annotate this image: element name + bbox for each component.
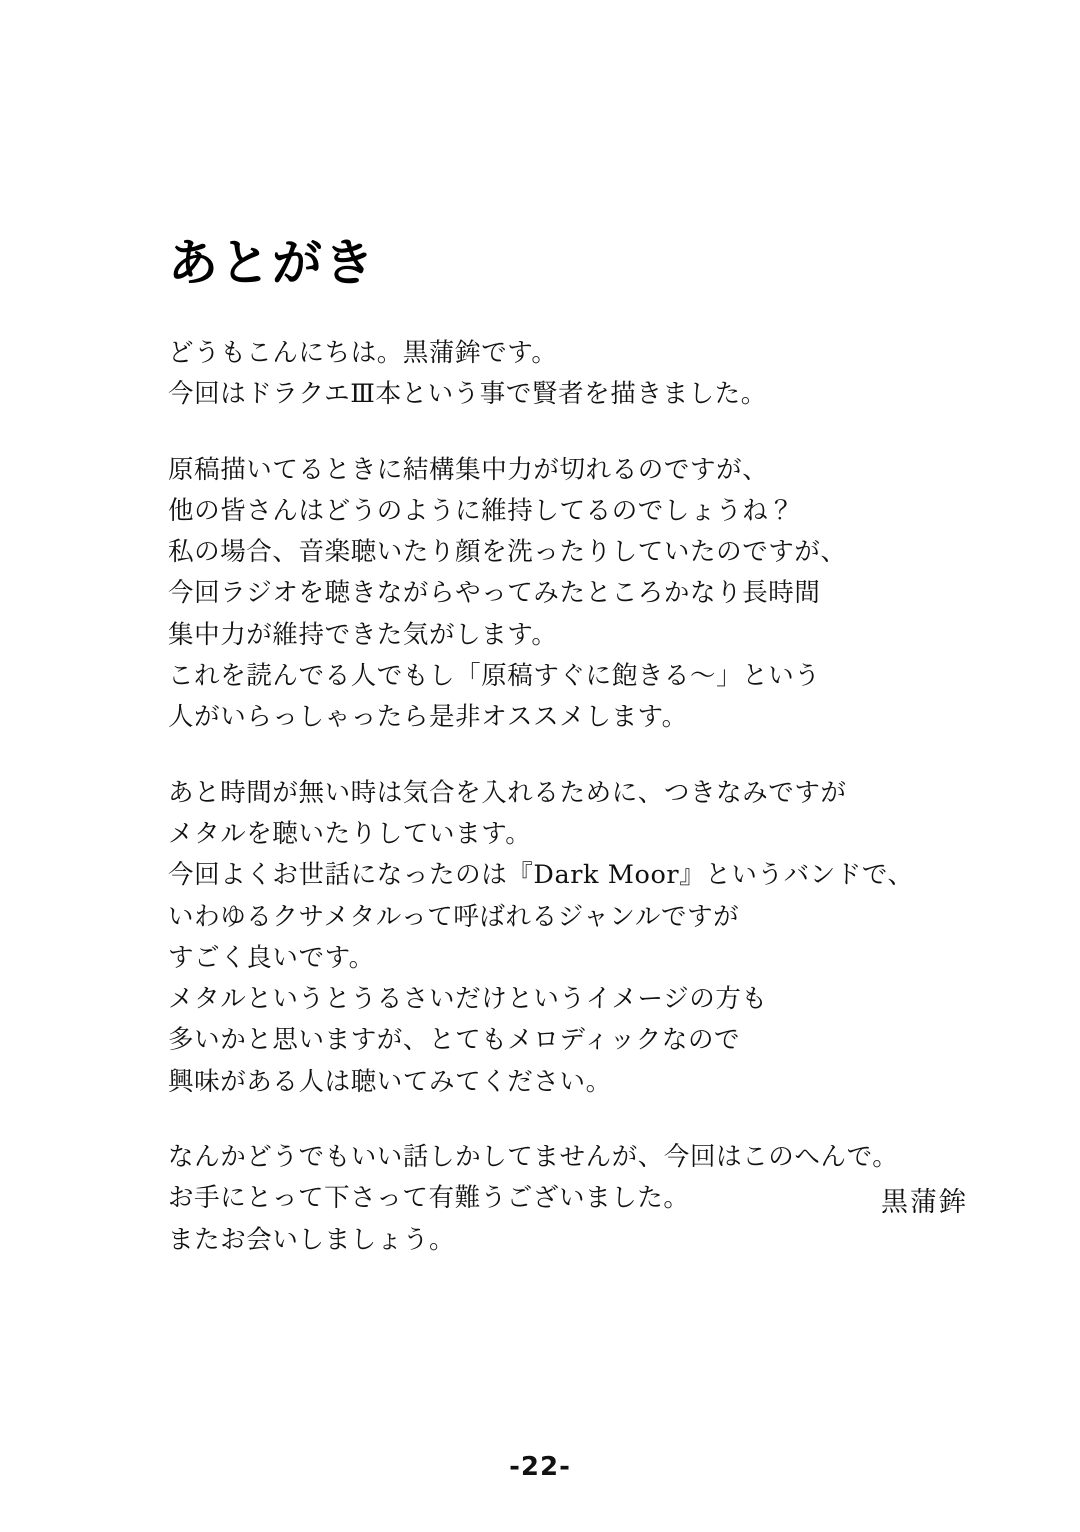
- text-line: 他の皆さんはどうのように維持してるのでしょうね？: [168, 495, 795, 526]
- text-line: あと時間が無い時は気合を入れるために、つきなみですが: [168, 777, 847, 808]
- text-line: 興味がある人は聴いてみてください。: [168, 1066, 612, 1097]
- text-line: またお会いしましょう。: [168, 1224, 456, 1255]
- text-line: どうもこんにちは。黒蒲鉾です。: [168, 338, 558, 368]
- text-line: 原稿描いてるときに結構集中力が切れるのですが、: [168, 454, 769, 485]
- text-line: 多いかと思いますが、とてもメロディックなので: [168, 1025, 741, 1056]
- author-signature: 黒蒲鉾: [881, 1187, 968, 1218]
- text-line: お手にとって下さって有難うございました。: [168, 1183, 690, 1214]
- text-line: 人がいらっしゃったら是非オススメします。: [168, 702, 688, 733]
- paragraph-2: [168, 450, 968, 739]
- text-line: 集中力が維持できた気がします。: [168, 619, 558, 650]
- text-line: 今回はドラクエⅢ本という事で賢者を描きました。: [168, 379, 767, 410]
- paragraph-1: [168, 333, 968, 416]
- text-line: なんかどうでもいい話しかしてませんが、今回はこのへんで。: [168, 1142, 899, 1173]
- afterword-body: [168, 236, 968, 1261]
- text-line: すごく良いです。: [168, 942, 375, 973]
- text-line: メタルを聴いたりしています。: [168, 818, 532, 849]
- page-number: -22-: [509, 1452, 571, 1482]
- text-line: メタルというとうるさいだけというイメージの方も: [168, 984, 768, 1015]
- text-line: 私の場合、音楽聴いたり顔を洗ったりしていたのですが、: [168, 537, 847, 568]
- page-title: あとがき: [168, 234, 376, 292]
- text-line: 今回よくお世話になったのは『Dark Moor』というバンドで、: [168, 860, 914, 891]
- text-line: 今回ラジオを聴きながらやってみたところかなり長時間: [168, 578, 821, 609]
- text-line: いわゆるクサメタルって呼ばれるジャンルですが: [168, 901, 740, 932]
- paragraph-3: [168, 773, 968, 1103]
- text-line: これを読んでる人でもし「原稿すぐに飽きる〜」という: [168, 661, 821, 692]
